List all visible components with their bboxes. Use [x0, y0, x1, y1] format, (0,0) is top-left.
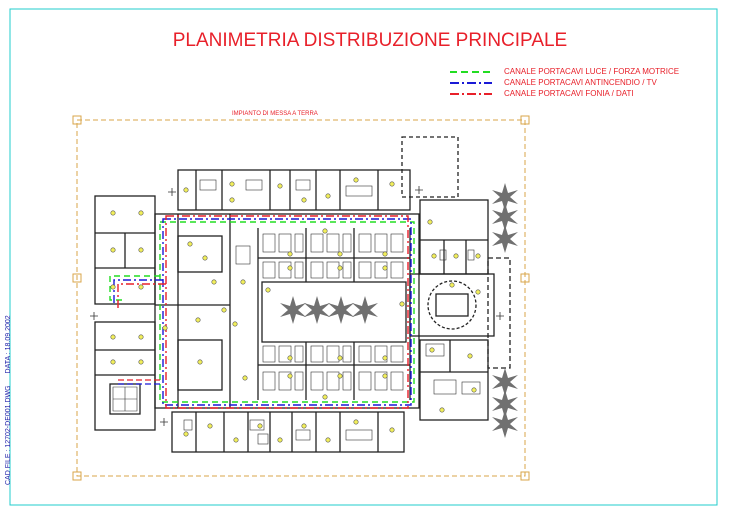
page-title: PLANIMETRIA DISTRIBUZIONE PRINCIPALE	[172, 30, 568, 51]
building-walls	[95, 137, 510, 452]
earthing-label: IMPIANTO DI MESSA A TERRA	[232, 111, 318, 117]
legend-label: CANALE PORTACAVI LUCE / FORZA MOTRICE	[504, 67, 680, 76]
legend-label: CANALE PORTACAVI FONIA / DATI	[504, 89, 634, 98]
legend-label: CANALE PORTACAVI ANTINCENDIO / TV	[504, 78, 657, 87]
side-info	[5, 305, 12, 485]
date-label: DATA : 18.09.2002	[5, 315, 12, 374]
cad-file-label: CAD FILE : 12702-DE001.DWG	[5, 385, 12, 485]
tree-symbols	[280, 183, 518, 438]
